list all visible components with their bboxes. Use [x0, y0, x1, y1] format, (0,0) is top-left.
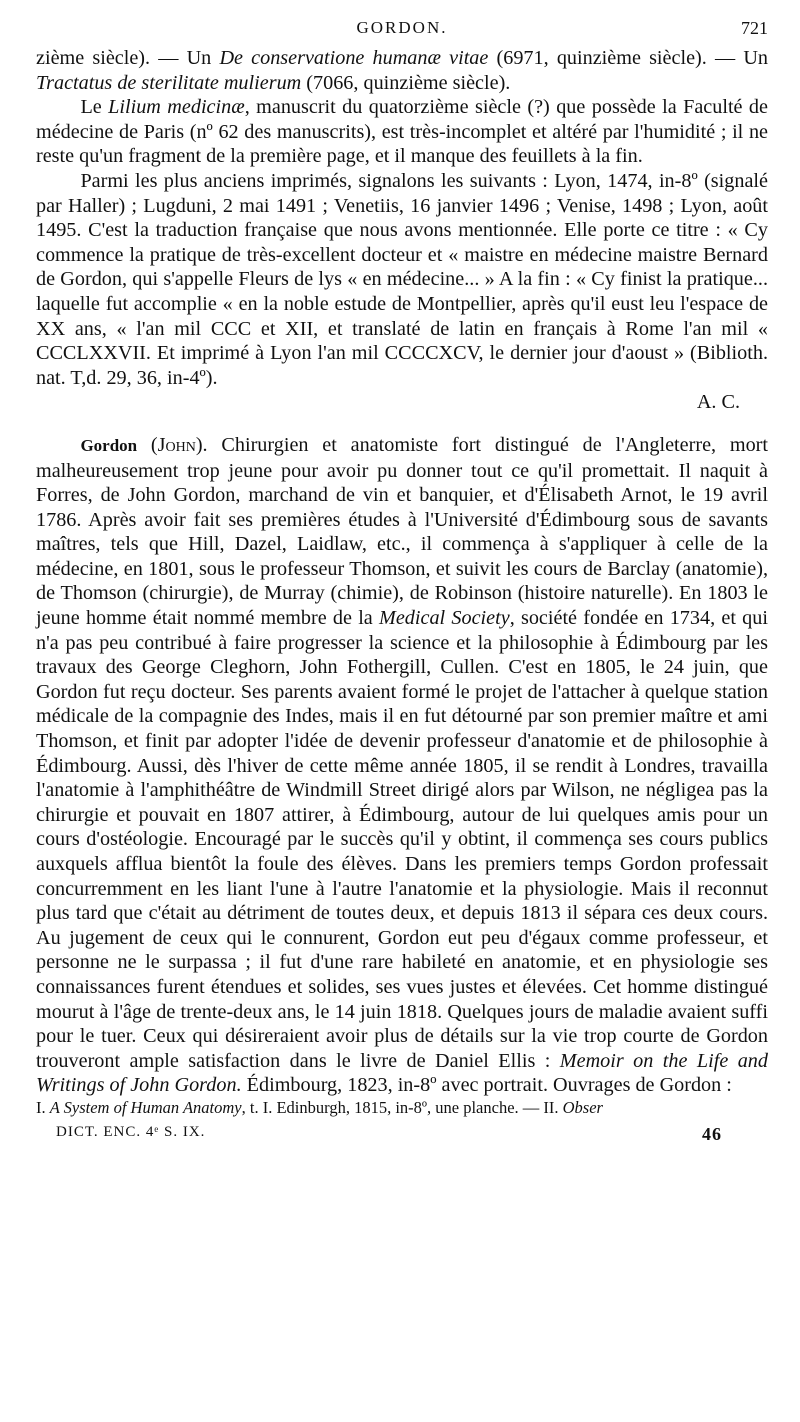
works-list	[36, 1098, 768, 1118]
page-number: 721	[741, 18, 768, 38]
paragraph-lilium	[36, 95, 768, 169]
text-run: Chirurgien et anatomiste fort distingué de l'Angleterre, mort malheureusement trop jeune pour avoir pu donner tout ce qu'il promettait. Il naquit à Forres, de John Gordon, marchand de vin et banquier, et d'Élisabeth Arnot, le 19 avril 1786. Après avoir fait ses premières études à l'Université d'Édimbourg sous de savants maîtres, tels que Hill, Dazel, Laidlaw, etc., il commença à s'appliquer à celle de la médecine, en 1801, sous le professeur Thomson, et suivit les cours de Barclay (anatomie), de Thomson (chirurgie), de Murray (chimie), de Robinson (histoire naturelle). En 1803 le jeune homme était nommé membre de la	[36, 433, 768, 630]
page-footer	[36, 1124, 768, 1148]
title-memoir: Memoir on the Life and Writings of John Gordon.	[36, 1049, 768, 1097]
text-run: zième siècle). — Un	[36, 47, 220, 69]
title-obser: Obser	[562, 1097, 603, 1117]
text-run: (7066, quinzième siècle).	[301, 71, 511, 94]
title-de-conservatione: De conservatione humanæ vitae	[219, 47, 489, 69]
title-system-of-human-anatomy: A System of Human Anatomy	[49, 1097, 242, 1117]
text-run: (6971, quinzième siècle). — Un	[488, 47, 768, 69]
running-head	[36, 18, 768, 46]
title-lilium-medicinae: Lilium medicinæ	[108, 96, 245, 119]
sheet-number: 46	[702, 1123, 722, 1144]
text-run: Parmi les plus anciens imprimés, signalons les suivants : Lyon, 1474, in-8º (signalé par Haller) ; Lugduni, 2 mai 1491 ; Venetiis, 16 janvier 1496 ; Venise, 1498 ; Lyon, août 1495. C'est la traduction française que nous avons mentionnée. Elle porte ce titre : « Cy commence la pratique de très-excellent docteur et « maistre en médecine maistre Bernard de Gordon, qui s'appelle Fleurs de lys « en médecine... » A la fin : « Cy finist la pratique... laquelle fut accomplie « en la noble estude de Montpellier, après qu'il eust leu l'espace de XX ans, « l'an mil CCC et XII, et translaté de latin en français à Rome l'an mil « CCCLXXVII. Et imprimé à Lyon l'an mil CCCCXCV, le dernier jour d'aoust » (Biblioth. nat. T,d. 29, 36, in-4º).	[36, 169, 768, 389]
signature-mark: DICT. ENC. 4ᵉ S. IX.	[56, 1123, 206, 1140]
entry-firstname: (John).	[150, 433, 208, 456]
text-run: Édimbourg, 1823, in-8º avec portrait. Ouvrages de Gordon :	[241, 1074, 732, 1097]
document-page	[36, 18, 768, 1408]
running-title: GORDON.	[356, 18, 448, 37]
entry-headword: Gordon	[80, 435, 138, 455]
text-block	[36, 46, 768, 1118]
entry-john-gordon	[36, 433, 768, 1098]
text-run: Le	[80, 96, 109, 119]
title-medical-society: Medical Society	[379, 607, 510, 630]
paragraph-manuscripts	[36, 46, 768, 95]
text-run: , manuscrit du quatorzième siècle (?) que possède la Faculté de médecine de Paris (nº 62 des manuscrits), est très-incomplet et altéré par l'humidité ; il ne reste qu'un fragment de la première page, et il manque des feuillets à la fin.	[36, 96, 768, 168]
text-run: , t. I. Edinburgh, 1815, in-8º, une planche. — II.	[241, 1097, 563, 1117]
works-number: I.	[36, 1097, 50, 1117]
title-tractatus: Tractatus de sterilitate mulierum	[36, 71, 302, 94]
text-run: , société fondée en 1734, et qui n'a pas peu contribué à faire progresser la science et la philosophie à Édimbourg par les travaux des George Cleghorn, John Fothergill, Cullen. C'est en 1805, le 24 juin, que Gordon fut reçu docteur. Ses parents avaient formé le projet de l'attacher à quelque station médicale de la compagnie des Indes, mais il en fut détourné par son premier maître et ami Thomson, et finit par adopter l'idée de devenir professeur d'anatomie et de philosophie à Édimbourg. Aussi, dès l'hiver de cette même année 1805, il se rendit à Londres, travailla l'anatomie à l'amphithéâtre de Windmill Street dirigé alors par Wilson, ne négligea pas la chirurgie et pouvait en 1807 attirer, à Édimbourg, autour de lui quelques amis pour un cours d'ostéologie. Encouragé par le succès qu'il y obtint, il commença ses cours publics auxquels afflua bientôt la foule des élèves. Dans les premiers temps Gordon professait concurremment en les liant l'une à l'autre l'anatomie et la physiologie. Mais il reconnut plus tard que c'était au détriment de toutes deux, et depuis 1813 il sépara ces deux cours. Au jugement de ceux qui le connurent, Gordon eut peu d'égaux comme professeur, et personne ne le surpassa ; il fut d'une rare habileté en anatomie, et en physiologie ses connaissances furent étendues et solides, ses vues justes et élevées. Cet homme distingué mourut à l'âge de trente-deux ans, le 14 juin 1818. Quelques jours de maladie avaient suffi pour le tuer. Ceux qui désireraient avoir plus de détails sur la vie trop courte de Gordon trouveront ample satisfaction dans le livre de Daniel Ellis :	[36, 607, 768, 1072]
author-signature: A. C.	[696, 391, 740, 414]
paragraph-printed-editions	[36, 169, 768, 390]
